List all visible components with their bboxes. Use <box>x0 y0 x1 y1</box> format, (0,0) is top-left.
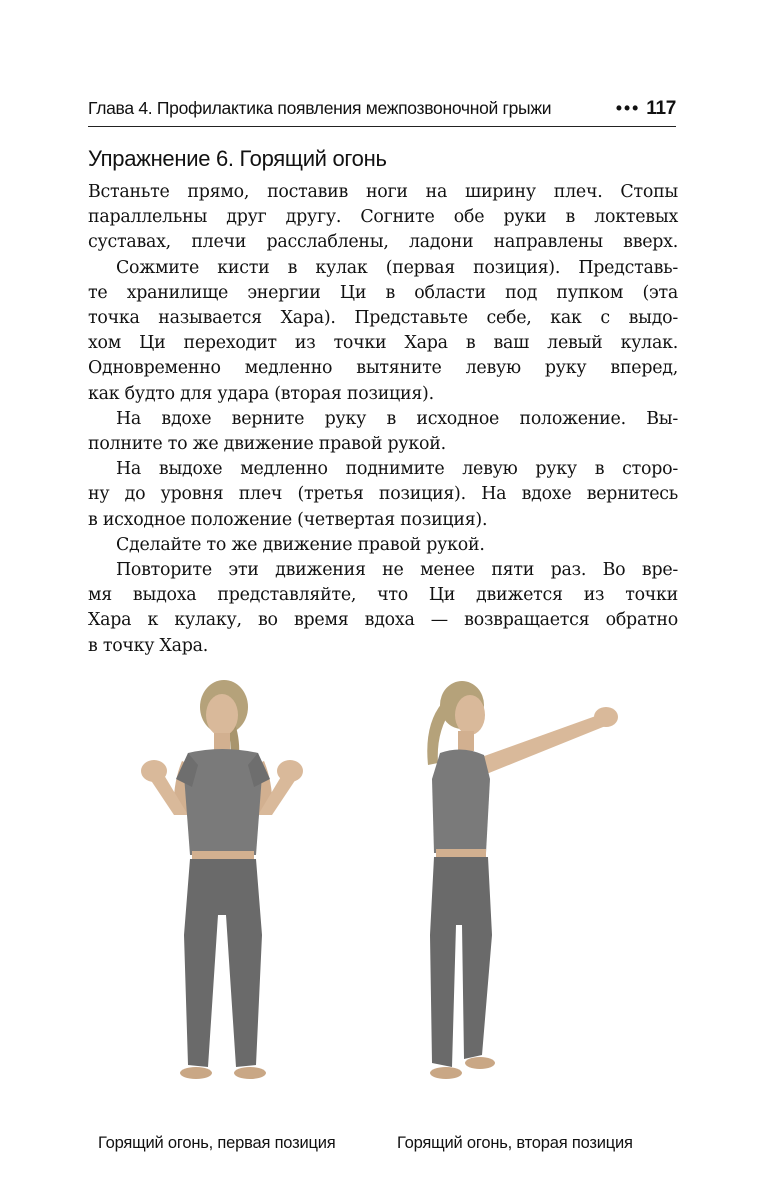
exercise-title: Упражнение 6. Горящий огонь <box>88 146 387 171</box>
caption-first-position: Горящий огонь, первая позиция <box>98 1134 336 1152</box>
text-line: Встаньте прямо, поставив ноги на ширину плеч. Стопы <box>88 182 678 202</box>
text-line: ну до уровня плеч (третья позиция). На вдохе вернитесь <box>88 484 678 505</box>
text-line: На вдохе верните руку в исходное положение. Вы- <box>116 408 678 429</box>
paragraph-1 <box>88 180 678 256</box>
chapter-title: Глава 4. Профилактика появления межпозвоночной грыжи <box>88 98 552 118</box>
text-line: точка называется Хара). Представьте себе, как с выдо- <box>88 308 678 329</box>
paragraph-6 <box>88 558 678 659</box>
paragraph-5 <box>88 533 678 558</box>
text-line: как будто для удара (вторая позиция). <box>88 383 434 404</box>
text-line: Хара к кулаку, во время вдоха — возвращается обратно <box>88 610 678 631</box>
text-line: Сожмите кисти в кулак (первая позиция). Представь- <box>116 257 678 278</box>
text-line: мя выдоха представляйте, что Ци движется из точки <box>88 585 678 606</box>
text-line: Сделайте то же движение правой рукой. <box>116 534 485 555</box>
woman-first-position-illustration <box>92 675 382 1105</box>
text-line: Повторите эти движения не менее пяти раз. Во вре- <box>116 560 678 581</box>
text-line: те хранилище энергии Ци в области под пупком (эта <box>88 282 678 303</box>
text-line: хом Ци переходит из точки Хара в ваш левый кулак. <box>88 333 678 354</box>
header-dots: ••• <box>615 98 641 118</box>
figure-second-position <box>372 675 662 1105</box>
body-text <box>88 180 678 659</box>
running-header <box>88 98 676 127</box>
text-line: полните то же движение правой рукой. <box>88 434 446 455</box>
text-line: в исходное положение (четвертая позиция). <box>88 509 488 530</box>
text-line: параллельны друг другу. Согните обе руки в локтевых <box>88 207 678 228</box>
figure-first-position <box>92 675 382 1105</box>
woman-second-position-illustration <box>372 675 662 1105</box>
paragraph-3 <box>88 407 678 457</box>
paragraph-4 <box>88 457 678 533</box>
text-line: Одновременно медленно вытяните левую руку вперед, <box>88 358 678 379</box>
paragraph-2 <box>88 256 678 407</box>
caption-second-position: Горящий огонь, вторая позиция <box>397 1134 633 1152</box>
page-number: 117 <box>646 98 676 119</box>
text-line: На выдохе медленно поднимите левую руку в сторо- <box>116 459 678 480</box>
text-line: суставах, плечи расслаблены, ладони направлены вверх. <box>88 232 678 253</box>
text-line: в точку Хара. <box>88 635 209 656</box>
